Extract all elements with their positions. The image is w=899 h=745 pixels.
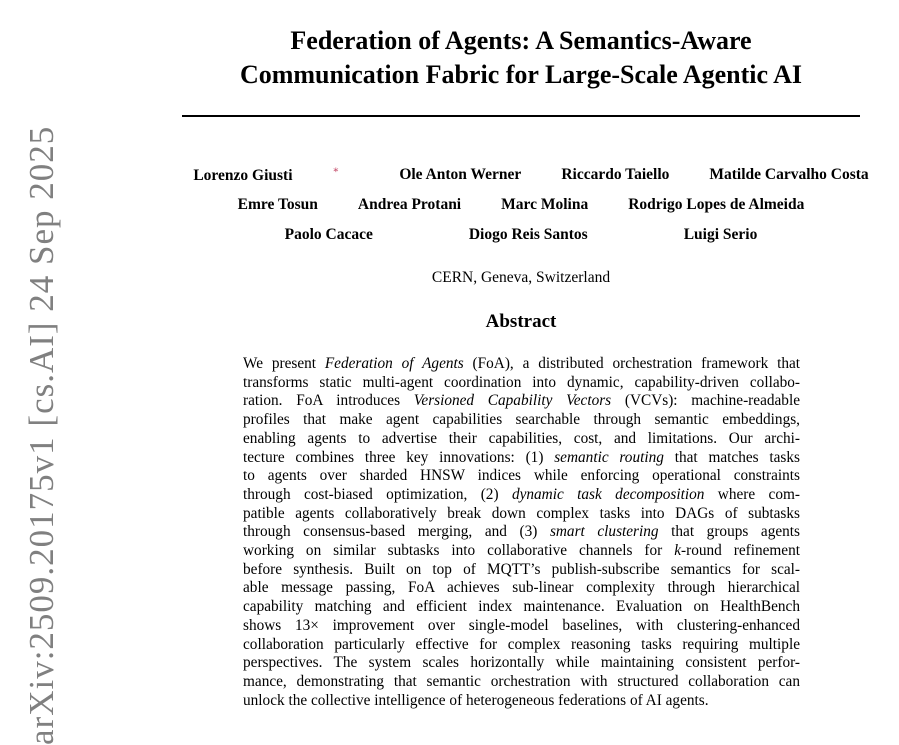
abstract-line: tecture combines three key innovations: (1) semantic routing that matches tasks <box>243 448 800 466</box>
arxiv-identifier: arXiv:2509.20175v1 [cs.AI] 24 Sep 2025 <box>22 125 61 745</box>
abstract-line: patible agents collaboratively break down complex tasks into DAGs of subtasks <box>243 504 800 522</box>
author-name: Diogo Reis Santos <box>468 226 588 243</box>
abstract-line: enabling agents to advertise their capabilities, cost, and limitations. Our archi- <box>243 429 800 447</box>
abstract-line: transforms static multi-agent coordination into dynamic, capability-driven collabo- <box>243 373 800 391</box>
abstract-line: collaboration particularly effective for complex reasoning tasks requiring multiple <box>243 635 800 653</box>
paper-title <box>182 24 860 92</box>
author-name: Rodrigo Lopes de Almeida <box>628 196 805 213</box>
abstract-line: through consensus-based merging, and (3) smart clustering that groups agents <box>243 523 800 541</box>
abstract-line: ration. FoA introduces Versioned Capability Vectors (VCVs): machine-readable <box>243 392 800 410</box>
abstract-line: to agents over sharded HNSW indices while enforcing operational constraints <box>243 467 800 485</box>
title-rule <box>182 115 860 117</box>
abstract-line: unlock the collective intelligence of heterogeneous federations of AI agents. <box>243 691 709 709</box>
abstract-line: capability matching and efficient index maintenance. Evaluation on HealthBench <box>243 598 800 616</box>
abstract-body <box>243 355 800 710</box>
author-name: Ole Anton Werner <box>399 166 522 183</box>
author-name: Luigi Serio <box>683 226 758 243</box>
affiliation: CERN, Geneva, Switzerland <box>431 269 611 286</box>
title-line-1: Federation of Agents: A Semantics-Aware <box>290 26 752 55</box>
author-row <box>182 160 869 190</box>
author-row <box>182 220 860 250</box>
abstract-heading: Abstract <box>485 311 557 332</box>
abstract-line: We present Federation of Agents (FoA), a distributed orchestration framework that <box>243 355 801 372</box>
abstract-line: profiles that make agent capabilities searchable through semantic embeddings, <box>243 411 800 429</box>
author-name: Marc Molina <box>501 196 589 213</box>
author-name: Lorenzo Giusti ∗ <box>193 165 340 184</box>
author-name: Riccardo Taiello <box>561 166 670 183</box>
abstract-line: able message passing, FoA achieves sub-linear complexity through hierarchical <box>243 579 800 597</box>
title-line-2: Communication Fabric for Large-Scale Agentic AI <box>239 60 803 89</box>
author-name: Matilde Carvalho Costa <box>709 166 869 183</box>
author-row <box>182 190 860 220</box>
author-name: Emre Tosun <box>237 196 318 213</box>
abstract-line: shows 13× improvement over single-model baselines, with clustering-enhanced <box>243 616 800 634</box>
abstract-line: through cost-biased optimization, (2) dynamic task decomposition where com- <box>243 485 800 503</box>
author-name: Paolo Cacace <box>284 226 373 243</box>
author-list <box>182 160 869 250</box>
author-name: Andrea Protani <box>357 196 462 213</box>
abstract-line: mance, demonstrating that semantic orchestration with structured collaboration can <box>243 672 800 690</box>
abstract-line: perspectives. The system scales horizontally while maintaining consistent perfor- <box>243 654 800 672</box>
abstract-line: before synthesis. Built on top of MQTT’s publish-subscribe semantics for scal- <box>243 560 800 578</box>
abstract-line: working on similar subtasks into collaborative channels for k-round refinement <box>243 542 801 560</box>
author-footnote-mark: ∗ <box>332 165 340 177</box>
